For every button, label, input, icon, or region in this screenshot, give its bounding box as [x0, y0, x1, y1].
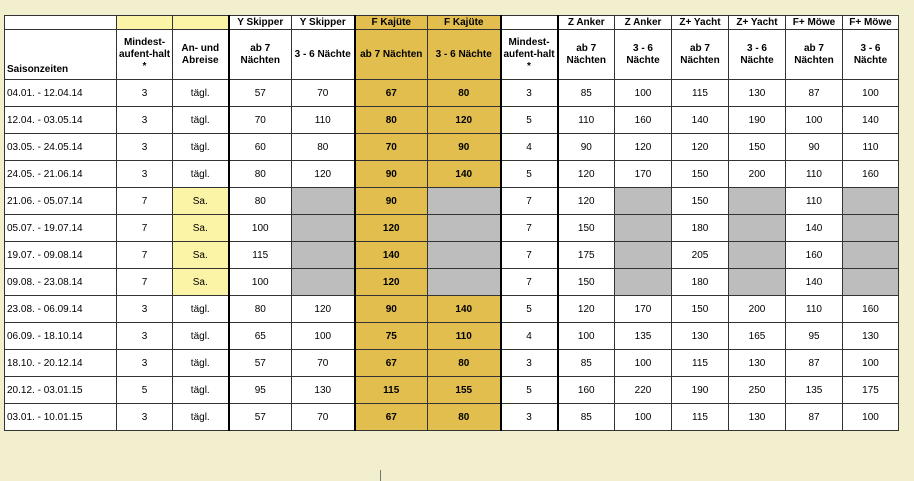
price-cell: 100	[843, 404, 899, 431]
price-cell: 170	[615, 296, 672, 323]
price-cell: 67	[355, 350, 428, 377]
price-cell: 120	[292, 161, 355, 188]
min-stay-cell: 3	[501, 404, 558, 431]
price-cell: 130	[729, 404, 786, 431]
price-cell: 95	[229, 377, 292, 404]
price-cell: 120	[615, 134, 672, 161]
price-cell: 87	[786, 404, 843, 431]
price-cell: 160	[558, 377, 615, 404]
price-cell: 160	[843, 296, 899, 323]
group-header-cell: F Kajüte	[428, 16, 501, 30]
price-cell: 110	[786, 188, 843, 215]
price-cell: 115	[672, 80, 729, 107]
price-cell: 175	[843, 377, 899, 404]
group-header-cell	[117, 16, 173, 30]
table-row	[5, 323, 899, 350]
price-cell: 110	[558, 107, 615, 134]
price-cell: 150	[729, 134, 786, 161]
price-cell: 165	[729, 323, 786, 350]
column-header-row	[5, 30, 899, 80]
table-row	[5, 296, 899, 323]
min-stay-cell: 4	[501, 134, 558, 161]
price-cell: 170	[615, 161, 672, 188]
min-stay-cell: 3	[117, 296, 173, 323]
price-cell: 100	[292, 323, 355, 350]
season-cell: 05.07. - 19.07.14	[5, 215, 117, 242]
price-cell: 140	[355, 242, 428, 269]
price-cell: 67	[355, 80, 428, 107]
min-stay-cell: 5	[501, 161, 558, 188]
price-cell: 90	[786, 134, 843, 161]
price-cell: 80	[292, 134, 355, 161]
group-header-cell: Z Anker	[558, 16, 615, 30]
price-cell: 140	[786, 215, 843, 242]
price-cell: 220	[615, 377, 672, 404]
price-cell	[292, 215, 355, 242]
arrival-cell: tägl.	[173, 161, 229, 188]
price-cell	[292, 269, 355, 296]
price-cell: 100	[615, 80, 672, 107]
column-header: 3 - 6 Nächte	[615, 30, 672, 80]
price-cell: 95	[786, 323, 843, 350]
price-cell: 85	[558, 80, 615, 107]
price-cell: 87	[786, 350, 843, 377]
price-cell: 120	[355, 215, 428, 242]
column-header: An- und Abreise	[173, 30, 229, 80]
price-cell: 100	[615, 350, 672, 377]
min-stay-cell: 3	[117, 80, 173, 107]
column-header: 3 - 6 Nächte	[292, 30, 355, 80]
season-cell: 19.07. - 09.08.14	[5, 242, 117, 269]
season-cell: 04.01. - 12.04.14	[5, 80, 117, 107]
price-cell: 57	[229, 80, 292, 107]
min-stay-cell: 7	[501, 215, 558, 242]
season-cell: 09.08. - 23.08.14	[5, 269, 117, 296]
table-row	[5, 161, 899, 188]
price-cell	[729, 215, 786, 242]
column-header: ab 7 Nächten	[786, 30, 843, 80]
price-cell: 90	[428, 134, 501, 161]
min-stay-cell: 7	[501, 242, 558, 269]
price-cell	[292, 242, 355, 269]
price-cell: 60	[229, 134, 292, 161]
table-row	[5, 80, 899, 107]
price-cell: 110	[786, 161, 843, 188]
arrival-cell: tägl.	[173, 296, 229, 323]
min-stay-cell: 3	[117, 323, 173, 350]
price-cell: 90	[355, 161, 428, 188]
column-header: Mindest-aufent-halt *	[117, 30, 173, 80]
price-cell: 120	[558, 188, 615, 215]
arrival-cell: tägl.	[173, 107, 229, 134]
price-cell: 90	[355, 188, 428, 215]
group-header-cell: Z+ Yacht	[729, 16, 786, 30]
min-stay-cell: 3	[117, 107, 173, 134]
price-cell: 140	[428, 161, 501, 188]
min-stay-cell: 7	[117, 215, 173, 242]
price-cell: 130	[672, 323, 729, 350]
arrival-cell: tägl.	[173, 134, 229, 161]
table-row	[5, 134, 899, 161]
arrival-cell: Sa.	[173, 215, 229, 242]
price-cell: 200	[729, 161, 786, 188]
table-row	[5, 242, 899, 269]
price-cell: 115	[355, 377, 428, 404]
price-cell: 150	[672, 161, 729, 188]
min-stay-cell: 5	[501, 377, 558, 404]
price-cell	[292, 188, 355, 215]
price-cell: 70	[292, 404, 355, 431]
column-header: ab 7 Nächten	[672, 30, 729, 80]
min-stay-cell: 3	[117, 161, 173, 188]
price-cell: 160	[615, 107, 672, 134]
season-cell: 18.10. - 20.12.14	[5, 350, 117, 377]
price-cell	[615, 215, 672, 242]
column-header: ab 7 Nächten	[355, 30, 428, 80]
price-cell: 190	[672, 377, 729, 404]
arrival-cell: tägl.	[173, 323, 229, 350]
price-cell: 115	[672, 404, 729, 431]
min-stay-cell: 3	[501, 350, 558, 377]
column-header: 3 - 6 Nächte	[428, 30, 501, 80]
price-cell: 100	[558, 323, 615, 350]
column-header: ab 7 Nächten	[229, 30, 292, 80]
price-cell	[615, 188, 672, 215]
table-row	[5, 188, 899, 215]
price-cell	[729, 188, 786, 215]
season-cell: 12.04. - 03.05.14	[5, 107, 117, 134]
price-cell: 67	[355, 404, 428, 431]
season-cell: 03.05. - 24.05.14	[5, 134, 117, 161]
price-cell	[428, 215, 501, 242]
price-cell: 120	[558, 161, 615, 188]
price-cell: 70	[355, 134, 428, 161]
price-cell: 100	[843, 80, 899, 107]
season-cell: 24.05. - 21.06.14	[5, 161, 117, 188]
group-header-cell: Z+ Yacht	[672, 16, 729, 30]
column-header: ab 7 Nächten	[558, 30, 615, 80]
price-cell: 140	[786, 269, 843, 296]
price-cell: 115	[229, 242, 292, 269]
min-stay-cell: 7	[117, 242, 173, 269]
price-cell: 90	[558, 134, 615, 161]
table-row	[5, 404, 899, 431]
price-cell: 205	[672, 242, 729, 269]
price-cell: 115	[672, 350, 729, 377]
min-stay-cell: 4	[501, 323, 558, 350]
min-stay-cell: 5	[501, 107, 558, 134]
price-cell: 120	[672, 134, 729, 161]
price-cell: 80	[229, 161, 292, 188]
min-stay-cell: 5	[501, 296, 558, 323]
min-stay-cell: 7	[117, 188, 173, 215]
price-cell: 130	[729, 80, 786, 107]
price-cell	[615, 242, 672, 269]
price-cell: 200	[729, 296, 786, 323]
group-header-cell: Z Anker	[615, 16, 672, 30]
price-cell: 70	[229, 107, 292, 134]
column-header: 3 - 6 Nächte	[843, 30, 899, 80]
price-cell: 70	[292, 80, 355, 107]
price-cell: 100	[229, 215, 292, 242]
price-cell: 155	[428, 377, 501, 404]
price-cell: 57	[229, 350, 292, 377]
price-cell: 120	[292, 296, 355, 323]
min-stay-cell: 3	[501, 80, 558, 107]
season-cell: 06.09. - 18.10.14	[5, 323, 117, 350]
min-stay-cell: 3	[117, 134, 173, 161]
season-cell: 23.08. - 06.09.14	[5, 296, 117, 323]
group-header-cell	[173, 16, 229, 30]
table-row	[5, 269, 899, 296]
price-cell: 120	[355, 269, 428, 296]
price-cell	[729, 242, 786, 269]
price-cell: 87	[786, 80, 843, 107]
min-stay-cell: 7	[501, 269, 558, 296]
group-header-cell: F Kajüte	[355, 16, 428, 30]
table-row	[5, 350, 899, 377]
price-cell: 135	[786, 377, 843, 404]
price-cell	[843, 242, 899, 269]
price-cell: 80	[229, 296, 292, 323]
arrival-cell: Sa.	[173, 242, 229, 269]
price-cell: 160	[786, 242, 843, 269]
divider-line	[380, 470, 381, 481]
price-cell: 160	[843, 161, 899, 188]
price-cell: 70	[292, 350, 355, 377]
price-cell: 150	[558, 269, 615, 296]
season-cell: 21.06. - 05.07.14	[5, 188, 117, 215]
min-stay-cell: 3	[117, 350, 173, 377]
price-cell: 140	[843, 107, 899, 134]
price-cell: 150	[672, 296, 729, 323]
price-cell: 100	[843, 350, 899, 377]
price-cell: 110	[786, 296, 843, 323]
price-cell: 150	[558, 215, 615, 242]
group-header-cell	[5, 16, 117, 30]
price-table	[4, 15, 899, 431]
price-cell: 85	[558, 404, 615, 431]
price-cell: 130	[292, 377, 355, 404]
price-cell: 130	[843, 323, 899, 350]
arrival-cell: Sa.	[173, 188, 229, 215]
group-header-cell	[501, 16, 558, 30]
price-cell	[843, 269, 899, 296]
price-cell	[843, 188, 899, 215]
price-cell: 180	[672, 269, 729, 296]
season-cell: 20.12. - 03.01.15	[5, 377, 117, 404]
group-header-cell: F+ Möwe	[786, 16, 843, 30]
min-stay-cell: 5	[117, 377, 173, 404]
price-cell: 80	[355, 107, 428, 134]
arrival-cell: Sa.	[173, 269, 229, 296]
min-stay-cell: 7	[501, 188, 558, 215]
price-cell: 90	[355, 296, 428, 323]
arrival-cell: tägl.	[173, 404, 229, 431]
price-cell: 130	[729, 350, 786, 377]
group-header-cell: F+ Möwe	[843, 16, 899, 30]
arrival-cell: tägl.	[173, 80, 229, 107]
group-header-cell: Y Skipper	[229, 16, 292, 30]
price-cell: 110	[428, 323, 501, 350]
price-cell: 80	[428, 350, 501, 377]
min-stay-cell: 3	[117, 404, 173, 431]
price-cell: 80	[428, 80, 501, 107]
price-cell: 120	[428, 107, 501, 134]
price-cell: 175	[558, 242, 615, 269]
price-cell	[428, 269, 501, 296]
price-cell: 250	[729, 377, 786, 404]
table-row	[5, 377, 899, 404]
arrival-cell: tägl.	[173, 350, 229, 377]
price-cell: 190	[729, 107, 786, 134]
price-cell: 100	[615, 404, 672, 431]
season-header: Saisonzeiten	[5, 30, 117, 80]
group-header-row	[5, 16, 899, 30]
price-cell: 150	[672, 188, 729, 215]
group-header-cell: Y Skipper	[292, 16, 355, 30]
price-cell: 100	[786, 107, 843, 134]
price-cell: 80	[229, 188, 292, 215]
price-cell: 85	[558, 350, 615, 377]
table-row	[5, 107, 899, 134]
price-cell	[428, 242, 501, 269]
table-row	[5, 215, 899, 242]
price-cell: 110	[843, 134, 899, 161]
price-cell: 65	[229, 323, 292, 350]
price-cell: 100	[229, 269, 292, 296]
price-cell: 140	[672, 107, 729, 134]
column-header: Mindest-aufent-halt *	[501, 30, 558, 80]
column-header: 3 - 6 Nächte	[729, 30, 786, 80]
price-cell	[729, 269, 786, 296]
season-cell: 03.01. - 10.01.15	[5, 404, 117, 431]
price-cell: 57	[229, 404, 292, 431]
price-cell: 180	[672, 215, 729, 242]
arrival-cell: tägl.	[173, 377, 229, 404]
price-cell: 80	[428, 404, 501, 431]
price-cell: 120	[558, 296, 615, 323]
price-cell: 140	[428, 296, 501, 323]
price-cell: 135	[615, 323, 672, 350]
price-cell	[428, 188, 501, 215]
price-cell: 110	[292, 107, 355, 134]
min-stay-cell: 7	[117, 269, 173, 296]
price-cell: 75	[355, 323, 428, 350]
price-cell	[843, 215, 899, 242]
price-cell	[615, 269, 672, 296]
